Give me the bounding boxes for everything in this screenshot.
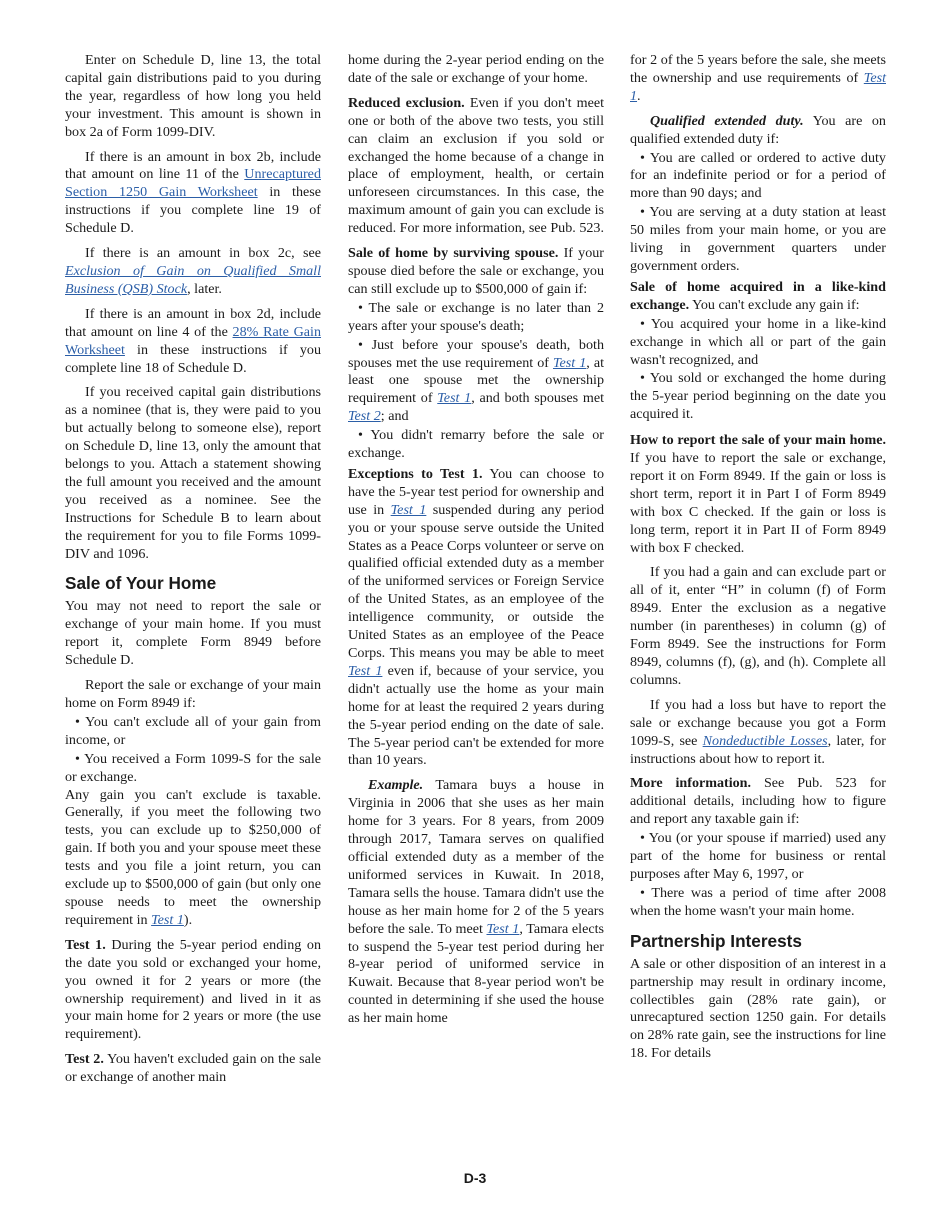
bullet-icon: •	[640, 315, 645, 332]
paragraph-test-1: Test 1. During the 5-year period ending on the date you sold or exchanged your home, you owned it for 2 years or more (the ownership requirement) and lived in it as your main home for 2 years or more (the use requirement).	[65, 936, 321, 1043]
paragraph-reduced-exclusion: Reduced exclusion. Even if you don't meet one or both of the above two tests, you still can claim an exclusion if you sold or exchanged the home because of a change in place of employment, health, or certain unforeseen circumstances. In this case, the maximum amount of gain you can exclude is reduced. For more information, see Pub. 523.	[348, 94, 604, 237]
bullet-item: • You can't exclude all of your gain from income, or	[65, 713, 321, 748]
link-test-1[interactable]: Test 1	[151, 911, 184, 928]
link-unrecaptured-1250-worksheet[interactable]: Unrecaptured Section 1250 Gain Worksheet	[65, 166, 321, 201]
link-test-1[interactable]: Test 1	[630, 69, 886, 104]
page-number: D-3	[463, 1170, 487, 1186]
link-test-1[interactable]: Test 1	[437, 390, 472, 407]
column-2	[348, 52, 604, 1035]
heading-sale-of-your-home: Sale of Your Home	[65, 573, 217, 594]
bullet-item: • You are called or ordered to active duty for an indefinite period or for a period of more than 90 days; and	[630, 149, 886, 202]
bullet-item: • You sold or exchanged the home during the 5-year period beginning on the date you acquired it.	[630, 370, 886, 423]
bullet-icon: •	[358, 299, 363, 316]
bullet-item: • You (or your spouse if married) used any part of the home for business or rental purposes after May 6, 1997, or	[630, 830, 886, 882]
bullet-item: • There was a period of time after 2008 when the home wasn't your main home.	[630, 884, 886, 919]
paragraph-how-to-report: How to report the sale of your main home. If you have to report the sale or exchange, report it on Form 8949. If the gain or loss is short term, report it in Part I of Form 8949 with box C checked. If the gain or loss is long term, report it in Part II of Form 8949 with box F checked.	[630, 432, 886, 556]
paragraph-taxable-gain: Any gain you can't exclude is taxable. Generally, if you meet the following two tests, you can exclude up to $250,000 of gain. If both you and your spouse meet these tests and you file a joint return, you can exclude up to $500,000 of gain (but only one spouse needs to meet the ownership requirement in Test 1).	[65, 786, 321, 928]
paragraph-capital-gain-distributions: Enter on Schedule D, line 13, the total capital gain distributions paid to you during the year, regardless of how long you held your investment. This amount is shown in box 2a of Form 1099-DIV.	[65, 52, 321, 140]
link-28-rate-gain-worksheet[interactable]: 28% Rate Gain Worksheet	[65, 323, 322, 358]
bullet-item: • You are serving at a duty station at least 50 miles from your main home, or you are living in government quarters under government orders.	[630, 204, 886, 274]
bullet-icon: •	[75, 750, 80, 767]
paragraph-partnership-interests: A sale or other disposition of an interest in a partnership may result in ordinary income, collectibles gain (28% rate gain), or unrecaptured section 1250 gain. For details on 28% rate gain, see the instructions for line 18. For details	[630, 955, 886, 1062]
link-test-1[interactable]: Test 1	[348, 662, 383, 679]
link-qsb-stock-exclusion[interactable]: Exclusion of Gain on Qualified Small Business (QSB) Stock	[65, 262, 321, 297]
paragraph-test-2: Test 2. You haven't excluded gain on the sale or exchange of another main	[65, 1051, 321, 1086]
paragraph-nominee: If you received capital gain distributions as a nominee (that is, they were paid to you but actually belong to someone else), report on Schedule D, line 13, only the amount that belongs to you. Attach a statement showing the full amount you received and the amount you received as a nominee. See the Instructions for Schedule B to learn about the requirement for you to file Forms 1099-DIV and 1096.	[65, 384, 321, 562]
link-nondeductible-losses[interactable]: Nondeductible Losses	[702, 732, 828, 749]
paragraph-exclusion-column-h: If you had a gain and can exclude part or all of it, enter “H” in column (f) of Form 8949. Enter the exclusion as a negative number (in parentheses) in column (g) of Form 8949. See the instructions for Form 8949, columns (f), (g), and (h). Complete all columns.	[630, 564, 886, 688]
bullet-icon: •	[640, 830, 645, 847]
bullet-item: • Just before your spouse's death, both spouses met the use requirement of Test 1, at least one spouse met the ownership requirement of Test 1, and both spouses met Test 2; and	[348, 336, 605, 425]
bullet-icon: •	[640, 884, 645, 901]
paragraph-report-on-8949: Report the sale or exchange of your main home on Form 8949 if:	[65, 677, 321, 711]
bullet-icon: •	[358, 427, 363, 444]
link-test-2[interactable]: Test 2	[348, 408, 381, 425]
column-1	[65, 52, 321, 1094]
bullet-item: • You received a Form 1099-S for the sale or exchange.	[65, 750, 321, 785]
paragraph-example: Example. Tamara buys a house in Virginia in 2006 that she uses as her main home for 3 years. For 8 years, from 2009 through 2017, Tamara serves on qualified official extended duty as a member of the uniformed services in Kuwait. In 2018, Tamara sells the house. Tamara didn't use the house as her main home for 2 of the 5 years before the sale. To meet Test 1, Tamara elects to suspend the 5-year test period during her 8-year period of uniformed service in Kuwait. Because that 8-year period won't be counted in determining if she used the house as her main home	[348, 777, 604, 1027]
link-test-1[interactable]: Test 1	[552, 354, 587, 371]
bullet-item: • You acquired your home in a like-kind exchange in which all or part of the gain wasn't recognized, and	[630, 315, 886, 368]
paragraph-qualified-extended-duty: Qualified extended duty. You are on qualified extended duty if:	[630, 112, 886, 147]
paragraph-exceptions-test-1: Exceptions to Test 1. You can choose to have the 5-year test period for ownership and use in Test 1 suspended during any period you or your spouse serve outside the United States as a Peace Corps volunteer or serve on qualified official extended duty as a member of the uniformed services or Foreign Service of the United States, as an employee of the intelligence community, or outside the United States as an employee of the Peace Corps. This means you may be able to meet Test 1 even if, because of your service, you didn't actually use the home as your main home for at least the required 2 years during the 5-year period ending on the date of sale. The 5-year period can't be extended for more than 10 years.	[348, 465, 604, 769]
bullet-item: • You didn't remarry before the sale or exchange.	[348, 427, 604, 462]
bullet-icon: •	[75, 713, 80, 730]
column-3	[630, 52, 886, 1070]
paragraph-surviving-spouse: Sale of home by surviving spouse. If your spouse died before the sale or exchange, you can still exclude up to $500,000 of gain if:	[348, 245, 604, 297]
paragraph-more-information: More information. See Pub. 523 for additional details, including how to figure and report any taxable gain if:	[630, 775, 886, 828]
paragraph-test-2-continued: home during the 2-year period ending on the date of the sale or exchange of your home.	[348, 52, 604, 86]
heading-partnership-interests: Partnership Interests	[630, 930, 802, 951]
paragraph-main-home-intro: You may not need to report the sale or exchange of your main home. If you must report it, complete Form 8949 before Schedule D.	[65, 598, 321, 669]
paragraph-like-kind-exchange: Sale of home acquired in a like-kind exchange. You can't exclude any gain if:	[630, 278, 886, 313]
paragraph-box-2d: If there is an amount in box 2d, include that amount on line 4 of the 28% Rate Gain Worksheet in these instructions if you complete line 18 of Schedule D.	[65, 305, 322, 376]
bullet-icon: •	[640, 204, 645, 221]
bullet-icon: •	[640, 149, 645, 166]
paragraph-box-2b: If there is an amount in box 2b, include that amount on line 11 of the Unrecaptured Section 1250 Gain Worksheet in these instructions if you complete line 19 of Schedule D.	[65, 148, 321, 237]
bullet-icon: •	[640, 370, 645, 387]
link-test-1[interactable]: Test 1	[486, 920, 520, 937]
bullet-item: • The sale or exchange is no later than 2 years after your spouse's death;	[348, 299, 604, 334]
paragraph-box-2c: If there is an amount in box 2c, see Exclusion of Gain on Qualified Small Business (QSB) Stock, later.	[65, 245, 321, 297]
link-test-1[interactable]: Test 1	[390, 501, 427, 518]
bullet-icon: •	[358, 336, 363, 353]
paragraph-loss-1099s: If you had a loss but have to report the sale or exchange because you got a Form 1099-S, see Nondeductible Losses, later, for instructions about how to report it.	[630, 696, 886, 767]
paragraph-example-continued: for 2 of the 5 years before the sale, she meets the ownership and use requirements of Test 1.	[630, 52, 886, 104]
